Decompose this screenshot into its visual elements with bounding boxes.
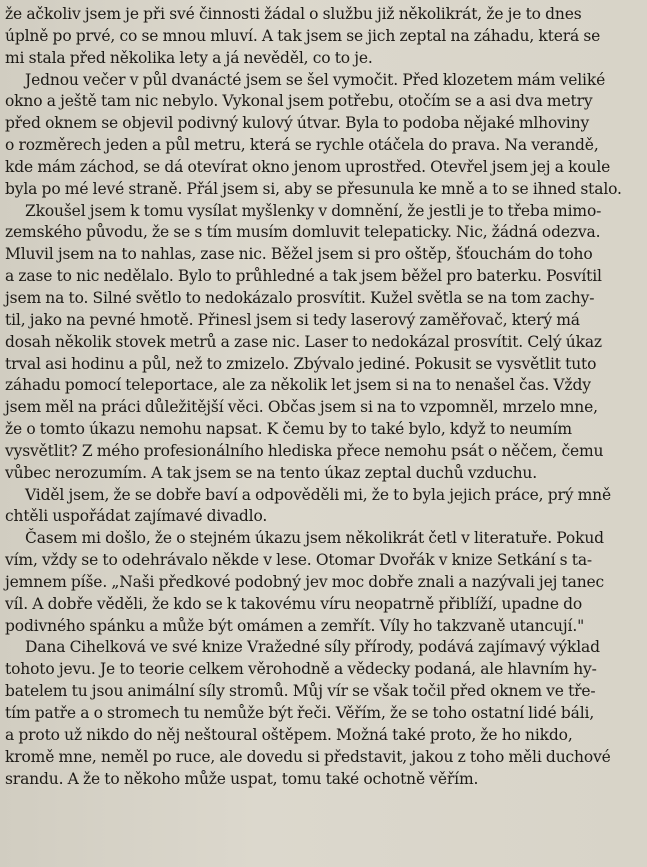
paragraph-6 [5, 637, 637, 790]
text-line: kde mám záchod, se dá otevírat okno jenom uprostřed. Otevřel jsem jej a koule [5, 157, 611, 176]
text-line: dosah několik stovek metrů a zase nic. Laser to nedokázal prosvítit. Celý úkaz [5, 332, 602, 351]
text-line: batelem tu jsou animální síly stromů. Můj vír se však točil před oknem ve tře- [5, 682, 596, 701]
text-line: Časem mi došlo, že o stejném úkazu jsem několikrát četl v literatuře. Pokud [25, 529, 604, 548]
text-line: že o tomto úkazu nemohu napsat. K čemu by to také bylo, když to neumím [5, 420, 572, 439]
text-line: srandu. A že to někoho může uspat, tomu také ochotně věřím. [5, 769, 479, 788]
text-line: kromě mne, neměl po ruce, ale dovedu si představit, jakou z toho měli duchové [5, 747, 611, 766]
text-line: Viděl jsem, že se dobře baví a odpověděli mi, že to byla jejich práce, prý mně [25, 485, 612, 504]
text-line: zemského původu, že se s tím musím domluvit telepaticky. Nic, žádná odezva. [5, 223, 601, 242]
text-line: víl. A dobře věděli, že kdo se k takovému víru neopatrně přiblíží, upadne do [5, 594, 583, 613]
text-line: Zkoušel jsem k tomu vysílat myšlenky v domnění, že jestli je to třeba mimo- [25, 201, 602, 220]
paragraph-5 [5, 528, 637, 637]
text-line: Jednou večer v půl dvanácté jsem se šel vymočit. Před klozetem mám veliké [25, 70, 606, 89]
text-line: jsem měl na práci důležitější věci. Občas jsem si na to vzpomněl, mrzelo mne, [5, 398, 598, 417]
paragraph-4 [5, 485, 637, 529]
text-line: byla po mé levé straně. Přál jsem si, aby se přesunula ke mně a to se ihned stalo. [5, 179, 622, 198]
paragraph-3 [5, 201, 637, 485]
text-line: Mluvil jsem na to nahlas, zase nic. Běžel jsem si pro oštěp, šťouchám do toho [5, 245, 593, 264]
text-line: o rozměrech jeden a půl metru, která se rychle otáčela do prava. Na verandě, [5, 136, 599, 155]
text-line: vůbec nerozumím. A tak jsem se na tento úkaz zeptal duchů vzduchu. [5, 463, 538, 482]
paragraph-1 [5, 4, 637, 70]
paragraph-2 [5, 70, 637, 201]
text-line: záhadu pomocí teleportace, ale za několik let jsem si na to nenašel čas. Vždy [5, 376, 591, 395]
text-line: jemnem píše. „Naši předkové podobný jev moc dobře znali a nazývali jej tanec [5, 572, 605, 591]
text-line: jsem na to. Silné světlo to nedokázalo prosvítit. Kužel světla se na tom zachy- [5, 288, 595, 307]
page-text [5, 4, 637, 790]
text-line: vím, vždy se to odehrávalo někde v lese. Otomar Dvořák v knize Setkání s ta- [5, 551, 592, 570]
text-line: a proto už nikdo do něj neštoural oštěpem. Možná také proto, že ho nikdo, [5, 725, 573, 744]
text-line: že ačkoliv jsem je při své činnosti žádal o službu již několikrát, že je to dnes [5, 5, 582, 23]
text-line: podivného spánku a může být omámen a zemřít. Víly ho takzvaně utancují." [5, 616, 585, 635]
text-line: vysvětlit? Z mého profesionálního hlediska přece nemohu psát o něčem, čemu [5, 441, 604, 460]
text-line: a zase to nic nedělalo. Bylo to průhledné a tak jsem běžel pro baterku. Posvítil [5, 267, 602, 286]
text-line: před oknem se objevil podivný kulový útvar. Byla to podoba nějaké mlhoviny [5, 114, 590, 133]
text-line: trval asi hodinu a půl, než to zmizelo. Zbývalo jediné. Pokusit se vysvětlit tuto [5, 354, 597, 373]
text-line: úplně po prvé, co se mnou mluví. A tak jsem se jich zeptal na záhadu, která se [5, 26, 601, 45]
text-line: til, jako na pevné hmotě. Přinesl jsem si tedy laserový zaměřovač, který má [5, 310, 580, 329]
text-line: chtěli uspořádat zajímavé divadlo. [5, 507, 268, 526]
text-line: tím patře a o stromech tu nemůže být řeči. Věřím, že se toho ostatní lidé báli, [5, 704, 595, 722]
text-line: mi stala před několika lety a já nevěděl, co to je. [5, 48, 373, 67]
text-line: okno a ještě tam nic nebylo. Vykonal jsem potřebu, otočím se a asi dva metry [5, 92, 593, 111]
text-line: tohoto jevu. Je to teorie celkem věrohodně a vědecky podaná, ale hlavním hy- [5, 660, 597, 679]
text-line: Dana Cihelková ve své knize Vražedné síly přírody, podává zajímavý výklad [25, 638, 600, 657]
